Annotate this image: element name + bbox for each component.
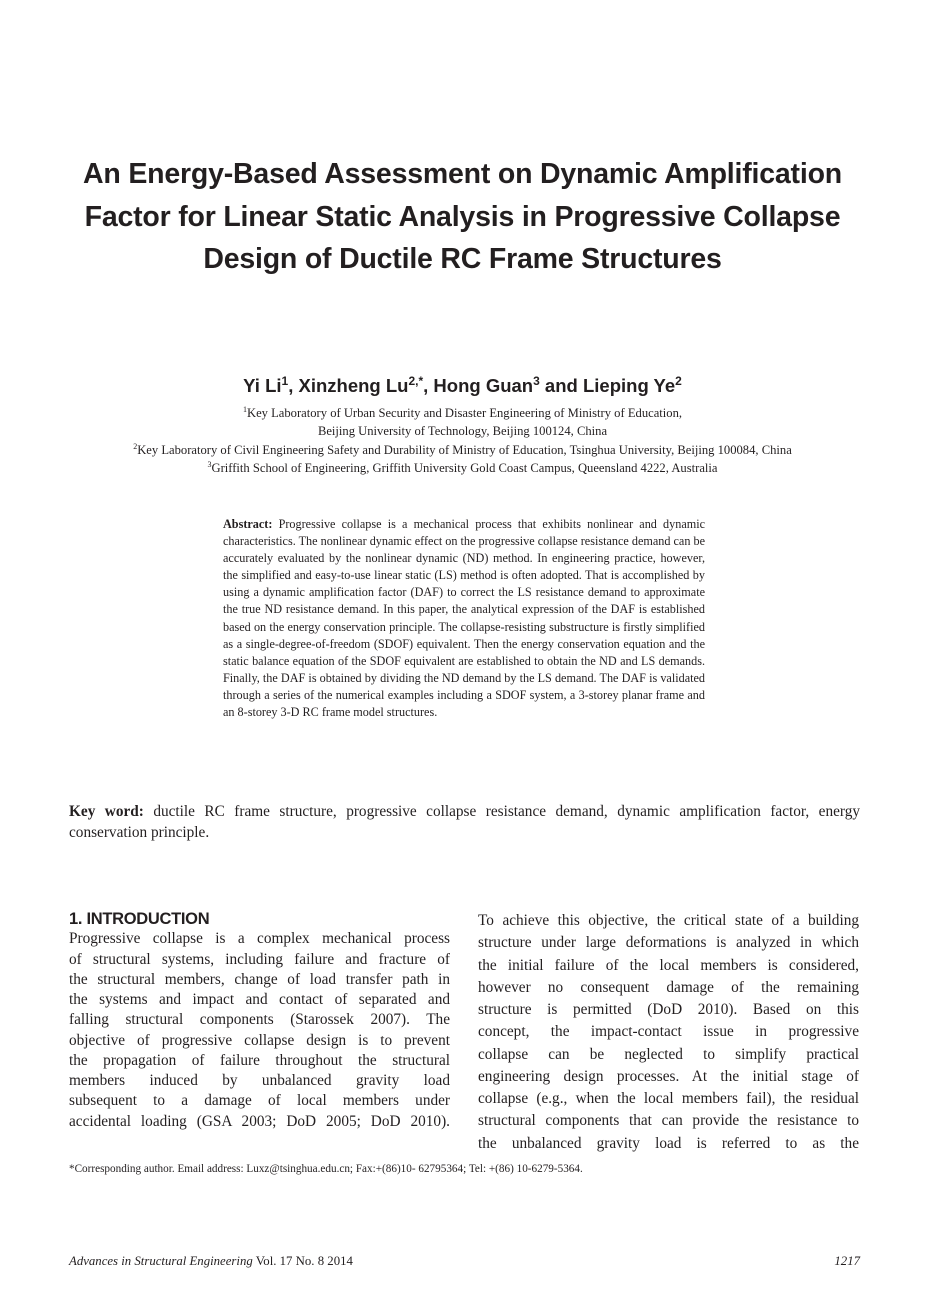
author-affiliation-mark: 2,*: [408, 374, 424, 388]
affiliation-text: Key Laboratory of Civil Engineering Safety and Durability of Ministry of Education, Tsinghua University, Beijing 100084, China: [137, 442, 792, 457]
author-affiliation-mark: 1: [281, 374, 289, 388]
affiliation-line: [40, 441, 885, 459]
corresponding-author-footnote: *Corresponding author. Email address: Luxz@tsinghua.edu.cn; Fax:+(86)10- 62795364; Tel: +(86) 10-6279-5364.: [69, 1163, 583, 1175]
affiliation-mark: 3: [207, 460, 212, 470]
body-line: of structural systems, including failure and fracture of: [69, 950, 450, 968]
author-affiliation-mark: 3: [533, 374, 540, 388]
affiliation-text: Griffith School of Engineering, Griffith University Gold Coast Campus, Queensland 4222, Australia: [211, 461, 718, 476]
introduction-paragraph-right: [478, 911, 859, 1154]
body-line: To achieve this objective, the critical state of a building: [478, 912, 859, 929]
body-line: the unbalanced gravity load is referred to as the: [478, 1134, 859, 1152]
body-line: structure is permitted (DoD 2010). Based on this: [478, 1001, 859, 1018]
body-line: objective of progressive collapse design is to prevent: [69, 1031, 450, 1049]
body-line: concept, the impact-contact issue in progressive: [478, 1023, 859, 1041]
author-separator: and: [539, 375, 583, 396]
affiliation-text: Beijing University of Technology, Beijing 100124, China: [317, 424, 608, 439]
introduction-paragraph-left: [69, 929, 450, 1132]
body-line: accidental loading (GSA 2003; DoD 2005; DoD 2010).: [69, 1112, 450, 1130]
author-name: Yi Li: [243, 375, 282, 396]
abstract: [223, 516, 705, 721]
body-line: however no consequent damage of the remaining: [478, 978, 859, 996]
journal-name: Advances in Structural Engineering: [69, 1254, 253, 1268]
body-line: the propagation of failure throughout the structural: [69, 1051, 450, 1069]
affiliation-mark: 1: [242, 405, 247, 414]
keywords-text: ductile RC frame structure, progressive collapse resistance demand, dynamic amplification factor, energy conservation principle.: [69, 803, 860, 841]
affiliation-line: [40, 404, 885, 422]
body-line: members induced by unbalanced gravity load: [69, 1072, 450, 1090]
body-line: the initial failure of the local members is considered,: [478, 956, 859, 974]
author-name: Lieping Ye: [582, 375, 676, 396]
body-line: falling structural components (Starossek 2007). The: [69, 1011, 450, 1029]
volume-info: Vol. 17 No. 8 2014: [252, 1254, 353, 1268]
keywords-label: Key word:: [69, 803, 144, 820]
author-separator: ,: [288, 375, 299, 396]
abstract-label: Abstract:: [223, 517, 273, 531]
affiliation-line: [40, 422, 885, 440]
page-number: 1217: [834, 1254, 860, 1268]
abstract-text: Progressive collapse is a mechanical process that exhibits nonlinear and dynamic characteristics. The nonlinear dynamic effect on the progressive collapse resistance demand can be accurately evaluated by the nonlinear dynamic (ND) method. In engineering practice, however, the simplified and easy-to-use linear static (LS) method is often adopted. That is accomplished by using a dynamic amplification factor (DAF) to correct the LS resistance demand to approximate the true ND resistance demand. In this paper, the analytical expression of the DAF is established based on the energy conservation principle. The collapse-resisting substructure is firstly simplified as a single-degree-of-freedom (SDOF) equivalent. Then the energy conservation equation and the static balance equation of the SDOF equivalent are established to obtain the ND and LS demands. Finally, the DAF is obtained by dividing the ND demand by the LS demand. The DAF is validated through a series of the numerical examples including a SDOF system, a 3-storey planar frame and an 8-storey 3-D RC frame model structures.: [223, 517, 706, 720]
affiliation-mark: 2: [133, 441, 138, 451]
author-list: [60, 374, 865, 398]
left-column: [69, 909, 450, 1132]
affiliations: [40, 404, 885, 478]
body-line: structure under large deformations is analyzed in which: [478, 934, 859, 952]
body-line: engineering design processes. At the initial stage of: [478, 1067, 859, 1085]
right-column: [478, 909, 859, 1154]
body-line: Progressive collapse is a complex mechanical process: [69, 930, 450, 948]
body-line: the structural members, change of load transfer path in: [69, 970, 450, 988]
keywords: [69, 802, 860, 843]
section-heading-introduction: 1. INTRODUCTION: [69, 910, 210, 928]
paper-title: An Energy-Based Assessment on Dynamic Amplification Factor for Linear Static Analysis in Progressive Collapse Design of Ductile RC Frame Structures: [83, 158, 842, 275]
body-line: structural components that can provide the resistance to: [478, 1112, 859, 1130]
affiliation-line: [40, 459, 885, 477]
author-affiliation-mark: 2: [675, 374, 682, 388]
author-name: Hong Guan: [433, 375, 534, 396]
affiliation-text: Key Laboratory of Urban Security and Disaster Engineering of Ministry of Education,: [246, 406, 683, 420]
body-line: the systems and impact and contact of separated and: [69, 991, 450, 1009]
author-name: Xinzheng Lu: [298, 375, 409, 396]
page-footer: [69, 1253, 860, 1269]
body-line: subsequent to a damage of local members under: [69, 1092, 450, 1110]
author-separator: ,: [423, 375, 434, 396]
body-line: collapse can be neglected to simplify practical: [478, 1045, 859, 1063]
body-line: collapse (e.g., when the local members fail), the residual: [478, 1090, 859, 1107]
